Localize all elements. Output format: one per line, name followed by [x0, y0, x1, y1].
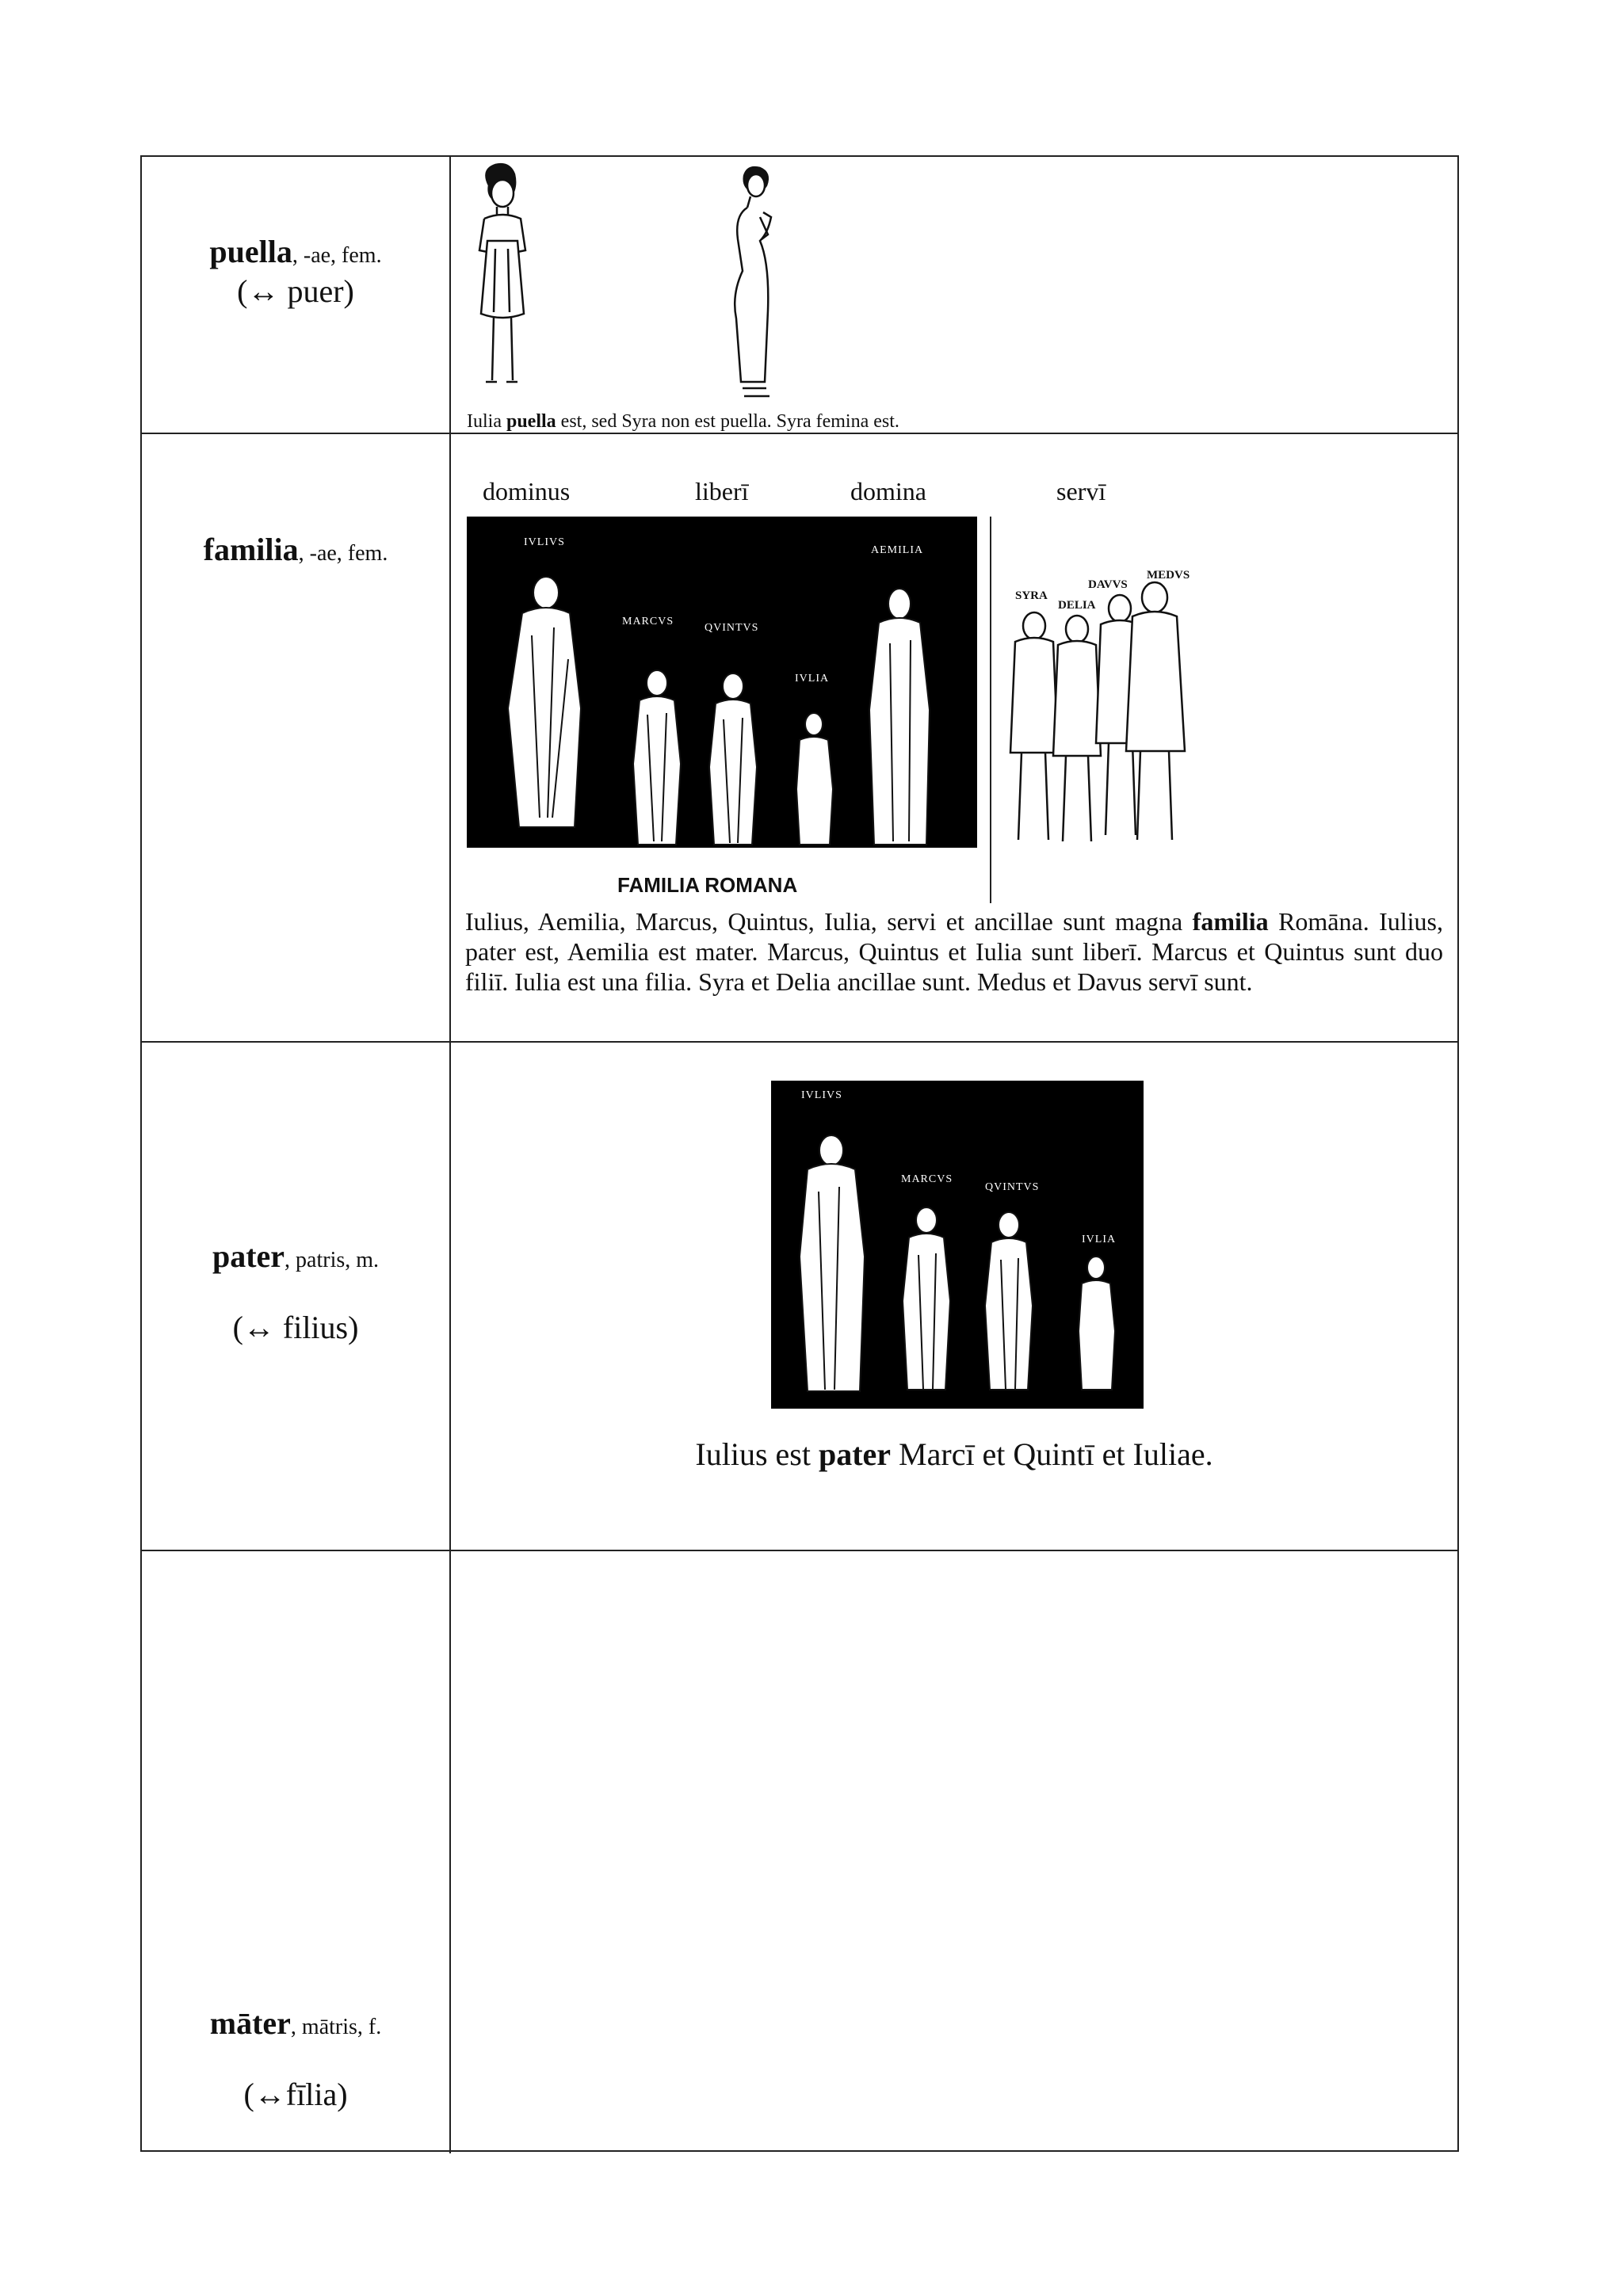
name-delia: DELIA — [1058, 599, 1096, 612]
name-iulius: IVLIVS — [801, 1089, 842, 1101]
term-grammar: , patris, m. — [285, 1248, 380, 1272]
familia-romana-caption: FAMILIA ROMANA — [617, 873, 798, 897]
term-heading — [142, 2004, 449, 2042]
name-iulius: IVLIVS — [524, 536, 565, 548]
label-dominus: dominus — [483, 477, 571, 505]
familia-paragraph: Iulius, Aemilia, Marcus, Quintus, Iulia, servi et ancillae sunt magna familia Romāna. Iulius, pater est, Aemilia est mater. Marcus, Quintus et Iulia sunt liberī. Marcus et Quintus sunt duo filiī. Iulia est una filia. Syra et Delia ancillae sunt. Medus et Davus servī sunt. — [465, 907, 1444, 996]
label-domina: domina — [850, 477, 926, 505]
illustration-cell — [451, 1043, 1457, 1550]
row-pater — [142, 1041, 1457, 1550]
term-word: familia — [203, 532, 299, 567]
pater-family-illustration — [771, 1081, 1144, 1409]
term-word: māter — [209, 2005, 291, 2041]
vocabulary-table — [140, 155, 1459, 2152]
term-heading — [142, 233, 449, 270]
woman-illustration — [712, 162, 792, 407]
term-heading — [142, 1238, 449, 1275]
girl-illustration — [467, 162, 538, 399]
row-caption: Iulia puella est, sed Syra non est puella. Syra femina est. — [467, 411, 899, 432]
name-quintus: QVINTVS — [705, 622, 759, 634]
servants-illustration — [999, 510, 1197, 859]
row-familia — [142, 433, 1457, 1041]
name-iulia: IVLIA — [1082, 1234, 1117, 1245]
name-syra: SYRA — [1015, 589, 1048, 602]
name-marcus: MARCVS — [901, 1173, 953, 1185]
familia-romana-panel — [467, 517, 977, 848]
roman-family-illustration — [467, 517, 977, 848]
term-opposite: (↔ filius) — [232, 1310, 359, 1345]
row-mater — [142, 1550, 1457, 2153]
row-puella — [142, 157, 1457, 433]
pater-caption: Iulius est pater Marcī et Quintī et Iuliae. — [695, 1436, 1213, 1472]
term-opposite: (↔fīlia) — [243, 2077, 348, 2112]
term-heading — [142, 531, 449, 568]
name-marcus: MARCVS — [622, 616, 674, 627]
label-servi: servī — [1056, 477, 1106, 505]
name-davus: DAVVS — [1088, 578, 1128, 591]
pater-panel — [771, 1081, 1144, 1409]
name-iulia: IVLIA — [795, 673, 830, 685]
term-cell — [142, 434, 451, 1041]
label-liberi: liberī — [695, 477, 749, 505]
term-word: puella — [209, 234, 292, 269]
term-cell — [142, 157, 451, 433]
term-cell — [142, 1551, 451, 2153]
term-cell — [142, 1043, 451, 1550]
panel-divider — [990, 517, 991, 903]
term-word: pater — [212, 1238, 285, 1274]
term-grammar: , mātris, f. — [290, 2015, 382, 2039]
illustration-cell-empty — [451, 1551, 1457, 2153]
illustration-cell — [451, 157, 1457, 433]
name-quintus: QVINTVS — [985, 1181, 1040, 1193]
term-grammar: , -ae, fem. — [292, 243, 382, 268]
name-aemilia: AEMILIA — [871, 544, 924, 556]
name-medus: MEDVS — [1147, 569, 1190, 582]
term-opposite: (↔ puer) — [237, 273, 354, 309]
illustration-cell — [451, 434, 1457, 1041]
term-grammar: , -ae, fem. — [298, 541, 388, 566]
